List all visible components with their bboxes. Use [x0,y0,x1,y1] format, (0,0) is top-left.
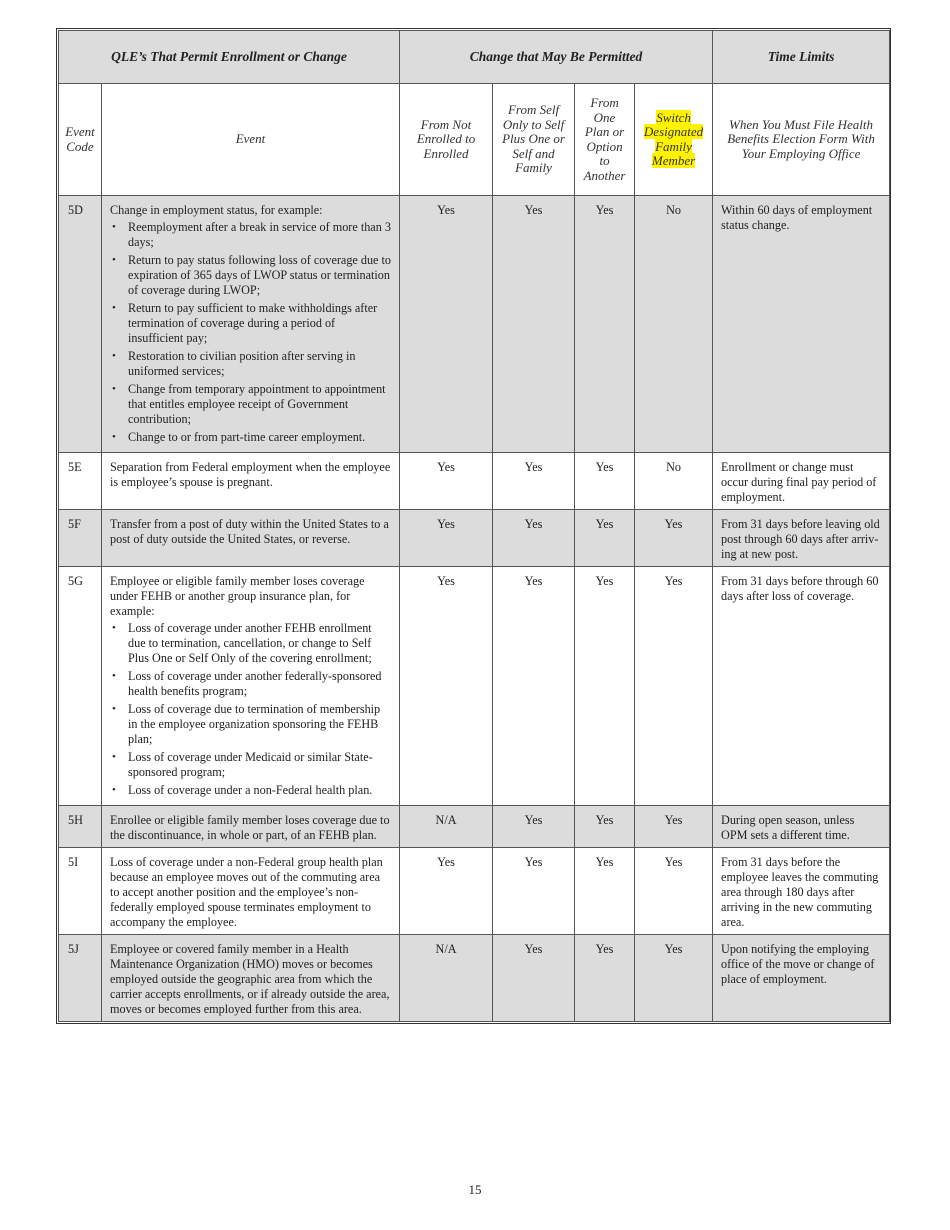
self-only-value: Yes [493,935,575,1022]
table-row [59,196,890,453]
switch-value: Yes [635,510,713,567]
event-bullet: • Change to or from part-time career employment. [128,430,391,445]
col-header-event: Event [102,84,400,196]
event-bullet: • Loss of coverage under another FEHB enrollment due to termination, cancellation, or change to Self Plus One or Self Only of the covering enrollment; [128,621,391,666]
event-bullet: • Restoration to civilian position after serving in uniformed services; [128,349,391,379]
column-header-row [59,84,890,196]
not-enrolled-value: Yes [400,848,493,935]
time-limit: Upon notifying the employing office of the move or change of place of employment. [713,935,890,1022]
one-plan-value: Yes [575,806,635,848]
event-intro: Employee or eligible family member loses coverage under FEHB or another group insurance plan, for example: [110,574,365,618]
col-header-one-plan: From One Plan or Option to Another [575,84,635,196]
event-bullet: • Return to pay status following loss of coverage due to expiration of 365 days of LWOP status or termination of coverage during LWOP; [128,253,391,298]
event-description [102,510,400,567]
table-row [59,848,890,935]
col-header-switch [635,84,713,196]
not-enrolled-value: Yes [400,567,493,806]
time-limit: Within 60 days of employment status change. [713,196,890,453]
event-code: 5F [59,510,102,567]
one-plan-value: Yes [575,196,635,453]
one-plan-value: Yes [575,935,635,1022]
self-only-value: Yes [493,848,575,935]
one-plan-value: Yes [575,848,635,935]
switch-value: No [635,196,713,453]
col-header-event-code: Event Code [59,84,102,196]
self-only-value: Yes [493,196,575,453]
event-description [102,567,400,806]
switch-value: No [635,453,713,510]
table-row [59,806,890,848]
time-limit: From 31 days before through 60 days after loss of coverage. [713,567,890,806]
event-bullet: • Return to pay sufficient to make withholdings after termination of coverage during a period of insufficient pay; [128,301,391,346]
table-row [59,935,890,1022]
one-plan-value: Yes [575,453,635,510]
event-code: 5H [59,806,102,848]
event-description [102,848,400,935]
qle-table-frame [56,28,891,1024]
event-code: 5G [59,567,102,806]
self-only-value: Yes [493,510,575,567]
event-intro: Loss of coverage under a non-Federal group health plan because an employee moves out of the commuting area to accept another position and the employee’s non-federally employed spouse terminates employment to accompany the employee. [110,855,383,929]
switch-highlight: Switch Designated Family Member [643,109,704,168]
event-bullet: • Loss of coverage due to termination of membership in the employee organization sponsoring the FEHB plan; [128,702,391,747]
one-plan-value: Yes [575,510,635,567]
col-header-not-enrolled: From Not Enrolled to Enrolled [400,84,493,196]
event-intro: Enrollee or eligible family member loses coverage due to the discontinuance, in whole or part, of an FEHB plan. [110,813,390,842]
event-description [102,453,400,510]
self-only-value: Yes [493,453,575,510]
event-description [102,196,400,453]
event-intro: Change in employment status, for example: [110,203,323,217]
group-header-time: Time Limits [713,31,890,84]
not-enrolled-value: Yes [400,453,493,510]
switch-value: Yes [635,848,713,935]
time-limit: During open season, unless OPM sets a different time. [713,806,890,848]
not-enrolled-value: Yes [400,196,493,453]
self-only-value: Yes [493,567,575,806]
switch-value: Yes [635,935,713,1022]
event-intro: Transfer from a post of duty within the United States to a post of duty outside the United States, or reverse. [110,517,389,546]
event-bullet: • Loss of coverage under a non-Federal health plan. [128,783,391,798]
table-row [59,567,890,806]
not-enrolled-value: Yes [400,510,493,567]
not-enrolled-value: N/A [400,935,493,1022]
not-enrolled-value: N/A [400,806,493,848]
one-plan-value: Yes [575,567,635,806]
event-code: 5I [59,848,102,935]
event-bullet: • Change from temporary appointment to appointment that entitles employee receipt of Government contribution; [128,382,391,427]
event-description [102,806,400,848]
time-limit: Enrollment or change must occur during final pay period of employment. [713,453,890,510]
event-bullet-list [110,220,391,445]
event-description [102,935,400,1022]
switch-value: Yes [635,806,713,848]
event-intro: Separation from Federal employment when the employee is employee’s spouse is pregnant. [110,460,391,489]
group-header-qle: QLE’s That Permit Enrollment or Change [59,31,400,84]
table-row [59,510,890,567]
col-header-time: When You Must File Health Benefits Election Form With Your Employing Office [713,84,890,196]
event-code: 5E [59,453,102,510]
self-only-value: Yes [493,806,575,848]
col-header-self-only: From Self Only to Self Plus One or Self and Family [493,84,575,196]
event-intro: Employee or covered family member in a Health Maintenance Organization (HMO) moves or becomes employed outside the geographic area from which the carrier accepts enrollments, or if already outside the area, moves or becomes employed further from this area. [110,942,390,1016]
switch-value: Yes [635,567,713,806]
group-header-change: Change that May Be Permitted [400,31,713,84]
group-header-row [59,31,890,84]
time-limit: From 31 days before leaving old post through 60 days after arriv-ing at new post. [713,510,890,567]
table-row [59,453,890,510]
event-bullet: • Loss of coverage under Medicaid or similar State-sponsored program; [128,750,391,780]
event-code: 5J [59,935,102,1022]
event-code: 5D [59,196,102,453]
page-number: 15 [468,1182,482,1197]
qle-table [58,30,890,1022]
event-bullet: • Reemployment after a break in service of more than 3 days; [128,220,391,250]
time-limit: From 31 days before the employee leaves the commuting area through 180 days after arriving in the new commuting area. [713,848,890,935]
event-bullet-list [110,621,391,798]
event-bullet: • Loss of coverage under another federally-sponsored health benefits program; [128,669,391,699]
